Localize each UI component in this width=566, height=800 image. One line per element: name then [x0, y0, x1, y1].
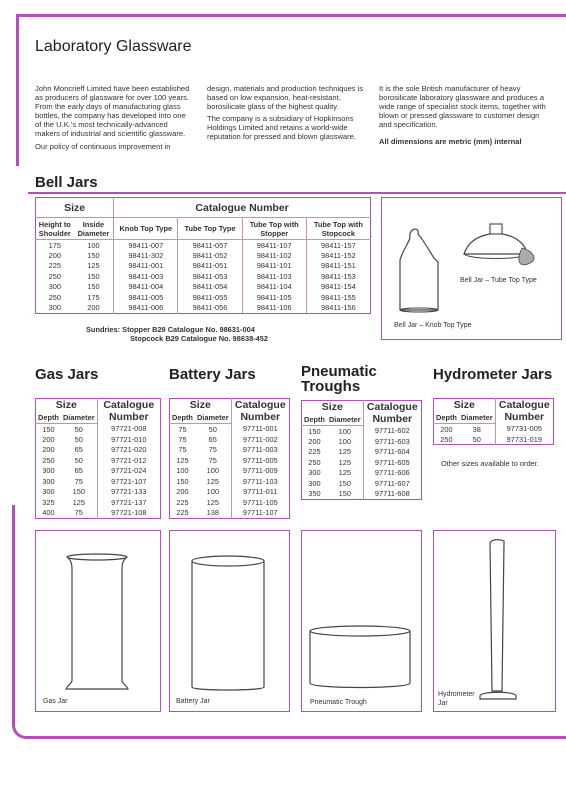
table-cell: 97711-603 — [363, 436, 421, 447]
diameter-header: Diameter — [327, 414, 363, 426]
table-cell: 325 — [42, 497, 55, 507]
table-row — [170, 455, 290, 466]
table-row — [36, 476, 161, 487]
size-header: Size — [321, 401, 343, 414]
table-cell: 150 — [176, 476, 189, 486]
table-cell: 300 — [48, 303, 61, 312]
table-cell: 97711-103 — [231, 476, 289, 487]
table-cell: 98411-052 — [178, 250, 242, 261]
intro-column-3 — [379, 84, 554, 150]
table-cell: 98411-101 — [242, 261, 306, 272]
table-cell: 98411-003 — [114, 271, 178, 282]
table-row — [170, 476, 290, 487]
table-cell: 97721-010 — [97, 434, 160, 445]
table-cell: 75 — [178, 424, 187, 434]
table-cell: 200 — [176, 487, 189, 497]
table-cell: 125 — [206, 497, 219, 507]
diameter-header: Diameter — [61, 412, 97, 424]
intro-column-1 — [35, 84, 193, 154]
table-cell: 97711-002 — [231, 434, 289, 445]
table-cell: 125 — [206, 476, 219, 486]
pneumatic-trough-illustration — [301, 530, 422, 712]
table-cell: 200 — [42, 445, 55, 455]
table-cell: 100 — [206, 466, 219, 476]
gas-jar-drawing — [66, 554, 128, 689]
table-row — [36, 261, 371, 272]
table-cell: 300 — [308, 468, 321, 478]
table-cell: 97721-137 — [97, 497, 160, 508]
battery-jar-drawing — [192, 556, 264, 690]
size-header: Size — [189, 399, 211, 412]
table-cell: 98411-005 — [114, 292, 178, 303]
table-cell: 75 — [74, 476, 83, 486]
table-row — [170, 466, 290, 477]
table-cell: 98411-006 — [114, 303, 178, 314]
hydrometer-jar-label — [438, 690, 475, 708]
battery-jars-rows — [170, 424, 290, 519]
table-cell: 50 — [74, 455, 83, 465]
table-cell: 97721-012 — [97, 455, 160, 466]
dimensions-note: All dimensions are metric (mm) internal — [379, 137, 522, 147]
knob-top-header: Knob Top Type — [114, 218, 178, 240]
table-cell: 350 — [308, 489, 321, 498]
table-cell: 225 — [176, 497, 189, 507]
table-cell: 98411-154 — [306, 282, 370, 293]
table-row — [302, 436, 422, 447]
table-cell: 150 — [72, 487, 85, 497]
table-row — [302, 468, 422, 479]
table-row — [302, 489, 422, 500]
diameter-header: Diameter — [195, 412, 231, 424]
table-cell: 98411-057 — [178, 240, 242, 251]
table-row — [434, 434, 554, 445]
table-cell: 300 — [42, 476, 55, 486]
bell-jar-knob-top-drawing — [400, 229, 438, 310]
table-cell: 97711-602 — [363, 426, 421, 437]
table-cell: 150 — [42, 424, 55, 434]
hydrometer-jar-illustration — [433, 530, 556, 712]
pneumatic-trough-label: Pneumatic Trough — [310, 699, 367, 706]
table-cell: 98411-051 — [178, 261, 242, 272]
table-cell: 98411-104 — [242, 282, 306, 293]
table-cell: 98411-107 — [242, 240, 306, 251]
table-row — [36, 445, 161, 456]
table-cell: 98411-103 — [242, 271, 306, 282]
depth-header: Depth — [170, 412, 195, 424]
table-cell: 65 — [74, 445, 83, 455]
intro-paragraph: Our policy of continuous improvement in — [35, 141, 171, 151]
depth-header: Depth — [302, 414, 327, 426]
table-cell: 97711-604 — [363, 447, 421, 458]
table-cell: 125 — [338, 457, 351, 467]
table-cell: 97711-608 — [363, 489, 421, 500]
table-cell: 98411-001 — [114, 261, 178, 272]
table-cell: 175 — [87, 292, 100, 302]
table-cell: 175 — [48, 240, 61, 250]
table-cell: 98411-106 — [242, 303, 306, 314]
table-cell: 98411-055 — [178, 292, 242, 303]
table-cell: 125 — [87, 261, 100, 271]
table-cell: 98411-156 — [306, 303, 370, 314]
inside-diameter-header: Inside Diameter — [74, 218, 114, 240]
table-cell: 98411-102 — [242, 250, 306, 261]
table-cell: 225 — [176, 508, 189, 517]
table-row — [170, 487, 290, 498]
stopper-sundry: Sundries: Stopper B29 Catalogue No. 98631-004 — [86, 325, 255, 334]
sundries-note — [86, 325, 268, 343]
table-cell: 97721-008 — [97, 424, 160, 435]
table-cell: 50 — [208, 424, 217, 434]
table-cell: 400 — [42, 508, 55, 517]
table-row — [36, 466, 161, 477]
table-cell: 97721-020 — [97, 445, 160, 456]
catalogue-header: Catalogue Number — [114, 198, 371, 218]
table-cell: 97711-107 — [231, 508, 289, 519]
table-cell: 150 — [338, 478, 351, 488]
table-row — [36, 424, 161, 435]
title-line-1: Pneumatic — [301, 363, 377, 380]
catalogue-header: Catalogue Number — [363, 401, 421, 426]
table-cell: 150 — [308, 426, 321, 436]
table-cell: 100 — [338, 436, 351, 446]
table-cell: 98411-056 — [178, 303, 242, 314]
table-cell: 98411-105 — [242, 292, 306, 303]
table-cell: 150 — [87, 271, 100, 281]
table-row — [302, 447, 422, 458]
table-cell: 125 — [338, 447, 351, 457]
table-cell: 97711-009 — [231, 466, 289, 477]
table-cell: 300 — [48, 282, 61, 292]
table-cell: 125 — [176, 455, 189, 465]
depth-header: Depth — [434, 412, 459, 424]
table-cell: 200 — [87, 303, 100, 312]
table-cell: 98411-302 — [114, 250, 178, 261]
table-row — [302, 478, 422, 489]
table-row — [36, 434, 161, 445]
knob-top-label: Bell Jar – Knob Top Type — [394, 322, 472, 329]
table-cell: 97731-005 — [495, 424, 553, 435]
table-cell: 300 — [308, 478, 321, 488]
other-sizes-note: Other sizes available to order. — [441, 459, 539, 468]
table-cell: 300 — [42, 487, 55, 497]
pneumatic-troughs-rows — [302, 426, 422, 500]
pneumatic-troughs-table — [301, 400, 422, 500]
section-divider — [28, 192, 566, 194]
table-cell: 125 — [72, 497, 85, 507]
table-cell: 50 — [74, 424, 83, 434]
tube-top-label: Bell Jar – Tube Top Type — [460, 277, 537, 284]
table-row — [302, 457, 422, 468]
table-cell: 200 — [440, 424, 453, 434]
table-cell: 75 — [178, 445, 187, 455]
table-cell: 97711-605 — [363, 457, 421, 468]
table-cell: 75 — [74, 508, 83, 517]
label-line-1: Hydrometer — [438, 691, 475, 698]
table-cell: 138 — [206, 508, 219, 517]
table-row — [36, 303, 371, 314]
table-cell: 150 — [338, 489, 351, 498]
table-cell: 50 — [74, 434, 83, 444]
table-row — [170, 424, 290, 435]
table-cell: 50 — [472, 434, 481, 444]
table-cell: 97711-005 — [231, 455, 289, 466]
hydrometer-jars-rows — [434, 424, 554, 445]
tube-top-header: Tube Top Type — [178, 218, 242, 240]
gas-jar-label: Gas Jar — [43, 698, 68, 705]
table-cell: 98411-053 — [178, 271, 242, 282]
table-cell: 225 — [308, 447, 321, 457]
table-cell: 97711-011 — [231, 487, 289, 498]
catalogue-header: Catalogue Number — [97, 399, 160, 424]
catalogue-header: Catalogue Number — [495, 399, 553, 424]
table-row — [434, 424, 554, 435]
table-cell: 98411-153 — [306, 271, 370, 282]
table-cell: 98411-155 — [306, 292, 370, 303]
table-row — [36, 240, 371, 251]
table-cell: 97721-024 — [97, 466, 160, 477]
intro-paragraph: John Moncrieff Limited have been established as producers of glassware for over 100 years. From the early days of manufacturing glass bottles, the company has developed into one of the U.K.'s most technically-advanced makers of industrial and scientific glassware. — [35, 84, 190, 139]
intro-paragraph: design, materials and production techniques is based on low expansion, heat-resistant, borosilicate glass of the highest quality. — [207, 84, 364, 112]
table-cell: 98411-157 — [306, 240, 370, 251]
height-header: Height to Shoulder — [36, 218, 74, 240]
table-row — [302, 426, 422, 437]
depth-header: Depth — [36, 412, 61, 424]
table-cell: 97711-001 — [231, 424, 289, 435]
bell-jar-tube-top-drawing — [464, 224, 534, 265]
diameter-header: Diameter — [459, 412, 495, 424]
table-cell: 250 — [308, 457, 321, 467]
table-cell: 97711-607 — [363, 478, 421, 489]
tube-top-stopper-header: Tube Top with Stopper — [242, 218, 306, 240]
table-row — [36, 292, 371, 303]
gas-jars-title: Gas Jars — [35, 366, 99, 383]
intro-column-2 — [207, 84, 367, 145]
table-cell: 98411-054 — [178, 282, 242, 293]
gas-jars-table — [35, 398, 161, 519]
intro-paragraph: It is the sole British manufacturer of heavy borosilicate laboratory glassware and produces a wide range of specialist stock items, together with blown or pressed glassware to customer design and specification. — [379, 84, 546, 130]
battery-jars-table — [169, 398, 290, 519]
table-cell: 100 — [176, 466, 189, 476]
table-cell: 225 — [48, 261, 61, 271]
bell-jar-illustration — [381, 197, 562, 340]
table-cell: 150 — [87, 282, 100, 292]
bell-jars-rows — [36, 240, 371, 314]
table-cell: 65 — [208, 434, 217, 444]
size-header: Size — [36, 198, 114, 218]
table-cell: 250 — [48, 271, 61, 281]
battery-jar-label: Battery Jar — [176, 698, 210, 705]
intro-paragraph: The company is a subsidiary of Hopkinsons Holdings Limited and retains a world-wide reputation for pressed and blown glassware. — [207, 114, 357, 142]
table-cell: 200 — [308, 436, 321, 446]
size-header: Size — [55, 399, 77, 412]
stopcock-sundry: Stopcock B29 Catalogue No. 98638-452 — [130, 334, 269, 343]
gas-jar-illustration — [35, 530, 161, 712]
table-cell: 200 — [48, 250, 61, 260]
table-row — [36, 271, 371, 282]
title-line-2: Troughs — [301, 378, 361, 395]
table-cell: 98411-007 — [114, 240, 178, 251]
table-cell: 200 — [42, 434, 55, 444]
table-cell: 97711-105 — [231, 497, 289, 508]
table-cell: 250 — [42, 455, 55, 465]
pneumatic-troughs-title — [301, 364, 377, 394]
hydrometer-jars-title: Hydrometer Jars — [433, 366, 553, 383]
gas-jars-rows — [36, 424, 161, 519]
table-cell: 38 — [472, 424, 481, 434]
table-cell: 75 — [178, 434, 187, 444]
table-cell: 98411-004 — [114, 282, 178, 293]
table-cell: 250 — [48, 292, 61, 302]
table-row — [170, 434, 290, 445]
table-cell: 125 — [338, 468, 351, 478]
table-cell: 75 — [208, 445, 217, 455]
table-cell: 300 — [42, 466, 55, 476]
table-cell: 97711-606 — [363, 468, 421, 479]
hydrometer-jar-drawing — [480, 540, 516, 699]
table-cell: 97721-133 — [97, 487, 160, 498]
bell-jars-table — [35, 197, 371, 314]
table-row — [36, 455, 161, 466]
table-cell: 98411-152 — [306, 250, 370, 261]
size-header: Size — [453, 399, 475, 412]
table-row — [36, 282, 371, 293]
table-cell: 65 — [74, 466, 83, 476]
table-cell: 97721-108 — [97, 508, 160, 519]
table-row — [36, 487, 161, 498]
battery-jars-title: Battery Jars — [169, 366, 256, 383]
table-cell: 150 — [87, 250, 100, 260]
table-cell: 75 — [208, 455, 217, 465]
table-cell: 97731-019 — [495, 434, 553, 445]
table-cell: 98411-151 — [306, 261, 370, 272]
table-cell: 97711-003 — [231, 445, 289, 456]
table-cell: 250 — [440, 434, 453, 444]
table-row — [36, 250, 371, 261]
hydrometer-jars-table — [433, 398, 554, 445]
table-cell: 100 — [206, 487, 219, 497]
table-row — [170, 445, 290, 456]
catalogue-header: Catalogue Number — [231, 399, 289, 424]
pneumatic-trough-drawing — [310, 626, 410, 688]
battery-jar-illustration — [169, 530, 290, 712]
label-line-2: Jar — [438, 700, 448, 707]
tube-top-stopcock-header: Tube Top with Stopcock — [306, 218, 370, 240]
bell-jars-title: Bell Jars — [35, 174, 98, 191]
table-cell: 100 — [338, 426, 351, 436]
table-cell: 97721-107 — [97, 476, 160, 487]
page-title: Laboratory Glassware — [35, 38, 192, 55]
table-cell: 100 — [87, 240, 100, 250]
